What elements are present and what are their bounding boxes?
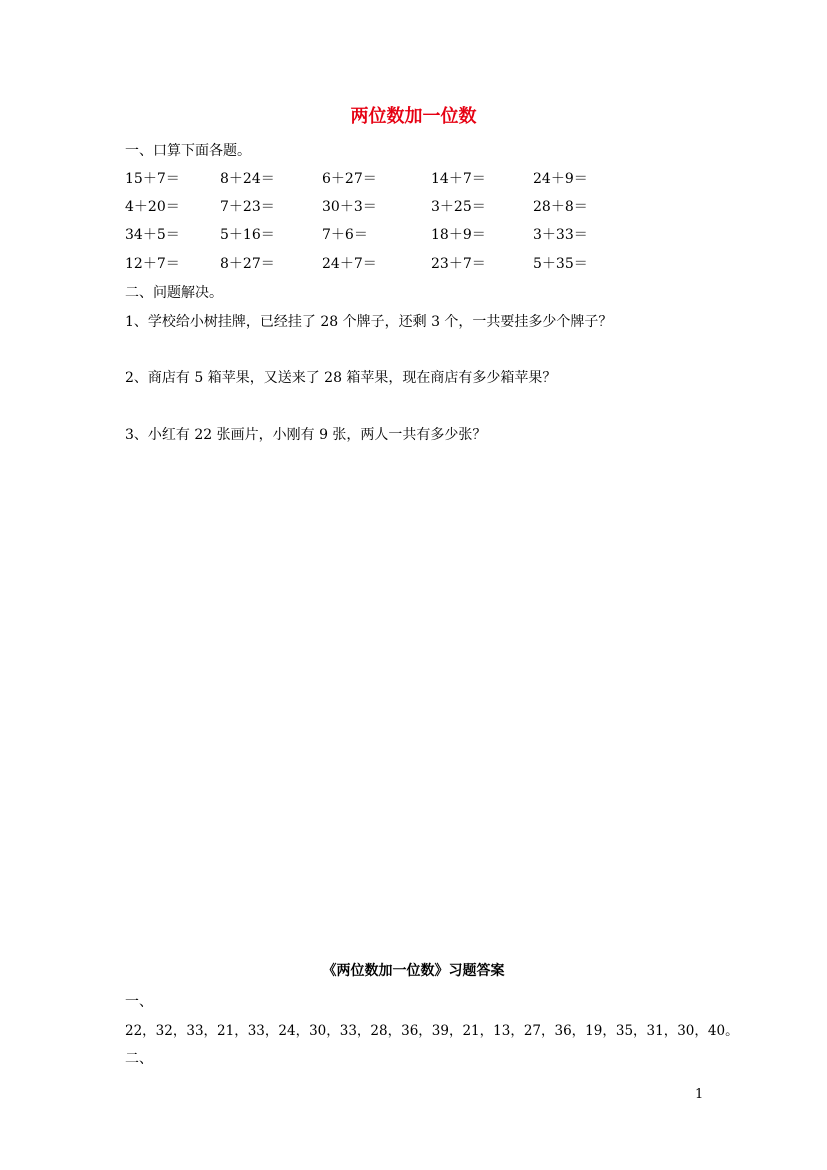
- math-problem: 18＋9＝: [431, 227, 486, 243]
- answer-part1-values: 22，32，33，21，33，24，30，33，28，36，39，21，13，27，36，19，35，31，30，40。: [125, 1023, 739, 1039]
- page-number: 1: [695, 1087, 704, 1102]
- word-problem-1: 1、学校给小树挂牌，已经挂了 28 个牌子，还剩 3 个，一共要挂多少个牌子？: [125, 314, 613, 330]
- math-problem: 24＋9＝: [533, 171, 588, 187]
- page-title: 两位数加一位数: [350, 106, 477, 127]
- math-problem: 6＋27＝: [322, 171, 377, 187]
- math-problem: 8＋27＝: [220, 256, 275, 272]
- word-problem-2: 2、商店有 5 箱苹果，又送来了 28 箱苹果，现在商店有多少箱苹果？: [125, 370, 557, 386]
- math-problem: 7＋23＝: [220, 199, 275, 215]
- answer-part2-label: 二、: [125, 1051, 153, 1067]
- math-problem: 8＋24＝: [220, 171, 275, 187]
- math-problem: 4＋20＝: [125, 199, 180, 215]
- math-problem: 14＋7＝: [431, 171, 486, 187]
- math-problem: 7＋6＝: [322, 227, 368, 243]
- math-problem: 12＋7＝: [125, 256, 180, 272]
- math-problem: 5＋16＝: [220, 227, 275, 243]
- math-problem: 3＋33＝: [533, 227, 588, 243]
- math-problem: 24＋7＝: [322, 256, 377, 272]
- word-problem-3: 3、小红有 22 张画片，小刚有 9 张，两人一共有多少张？: [125, 427, 487, 443]
- math-problem: 34＋5＝: [125, 227, 180, 243]
- answer-part1-label: 一、: [125, 994, 153, 1010]
- math-problem: 23＋7＝: [431, 256, 486, 272]
- math-problem: 15＋7＝: [125, 171, 180, 187]
- section2-heading: 二、问题解决。: [125, 285, 223, 301]
- math-problem: 5＋35＝: [533, 256, 588, 272]
- answer-key-title: 《两位数加一位数》习题答案: [322, 963, 505, 979]
- math-problem: 28＋8＝: [533, 199, 588, 215]
- math-problem: 30＋3＝: [322, 199, 377, 215]
- section1-heading: 一、口算下面各题。: [125, 143, 251, 159]
- math-problem: 3＋25＝: [431, 199, 486, 215]
